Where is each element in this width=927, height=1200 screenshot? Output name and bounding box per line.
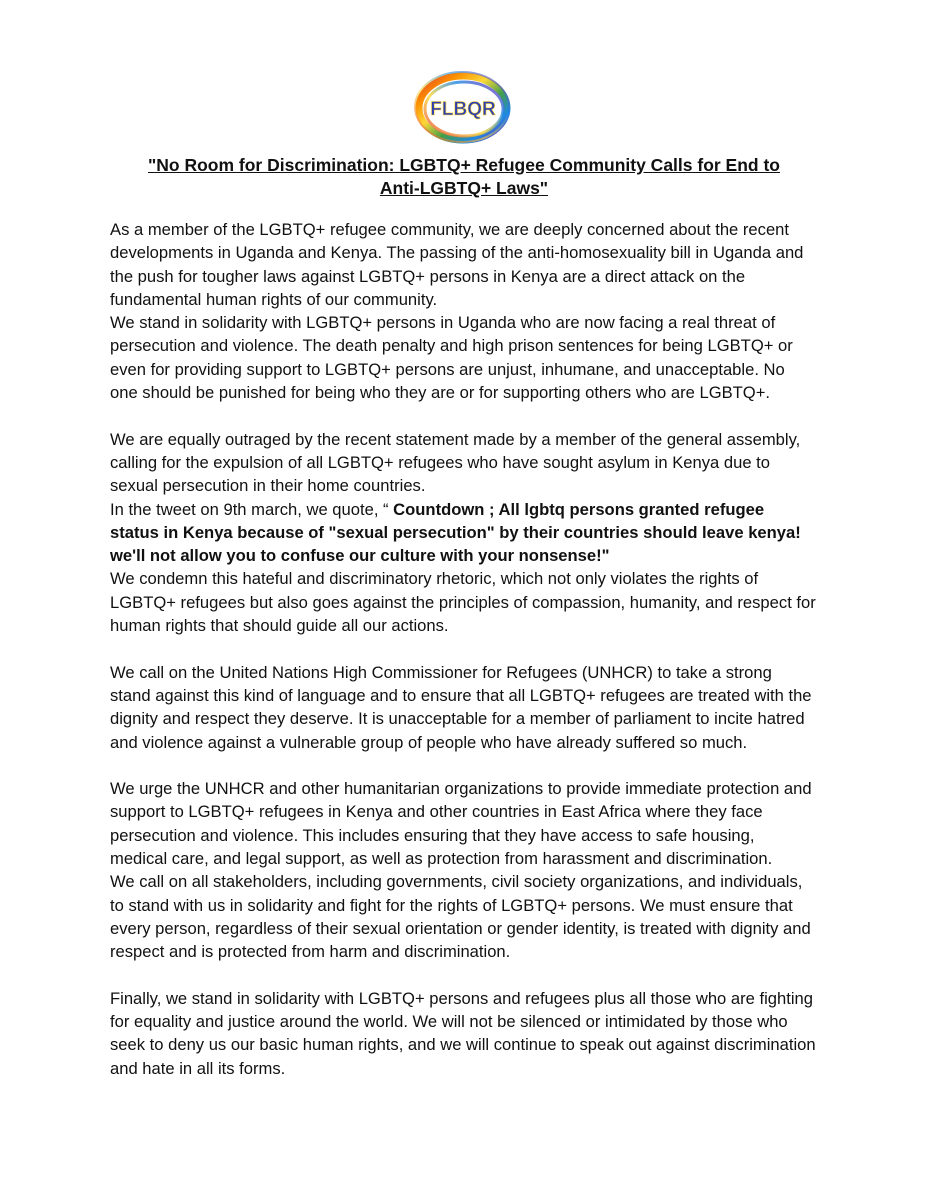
paragraph-closing	[110, 987, 830, 1080]
text-line: stand against this kind of language and to ensure that all LGBTQ+ refugees are treated with the	[110, 685, 812, 705]
paragraph-tweet-quote	[110, 498, 830, 568]
text-line: We are equally outraged by the recent statement made by a member of the general assembly,	[110, 429, 801, 449]
text-line: even for providing support to LGBTQ+ persons are unjust, inhumane, and unacceptable. No	[110, 359, 785, 379]
text-line: We stand in solidarity with LGBTQ+ persons in Uganda who are now facing a real threat of	[110, 313, 776, 333]
paragraph-stakeholders	[110, 870, 830, 963]
logo-text: FLBQR	[430, 99, 496, 120]
text-line: persecution and violence. This includes ensuring that they have access to safe housing,	[110, 825, 755, 845]
text-line: developments in Uganda and Kenya. The passing of the anti-homosexuality bill in Uganda and	[110, 243, 804, 263]
page-title	[110, 154, 818, 200]
paragraph-outrage	[110, 428, 830, 498]
title-line-1: "No Room for Discrimination: LGBTQ+ Refugee Community Calls for End to	[147, 155, 780, 175]
paragraph-gap	[110, 404, 830, 427]
quote-line-2: status in Kenya because of "sexual persecution" by their countries should leave kenya!	[110, 522, 801, 542]
text-line: We condemn this hateful and discriminatory rhetoric, which not only violates the rights of	[110, 569, 759, 589]
text-line: LGBTQ+ refugees but also goes against the principles of compassion, humanity, and respect for	[110, 592, 816, 612]
text-line: for equality and justice around the world. We will not be silenced or intimidated by those who	[110, 1012, 788, 1032]
text-line: persecution and violence. The death penalty and high prison sentences for being LGBTQ+ or	[110, 336, 793, 356]
text-line: seek to deny us our basic human rights, and we will continue to speak out against discrimination	[110, 1035, 816, 1055]
paragraph-urge-protection	[110, 777, 830, 870]
text-line: the push for tougher laws against LGBTQ+ persons in Kenya are a direct attack on the	[110, 266, 746, 286]
text-line: calling for the expulsion of all LGBTQ+ refugees who have sought asylum in Kenya due to	[110, 452, 770, 472]
quote-intro: In the tweet on 9th march, we quote, “	[110, 499, 394, 519]
text-line: dignity and respect they deserve. It is unacceptable for a member of parliament to incite hatred	[110, 709, 805, 729]
text-line: medical care, and legal support, as well as protection from harassment and discrimination.	[110, 849, 773, 869]
quote-line-1	[110, 498, 830, 521]
flbqr-logo	[411, 68, 516, 148]
text-line: every person, regardless of their sexual orientation or gender identity, is treated with dignity and	[110, 918, 811, 938]
quote-text: Countdown ; All lgbtq persons granted refugee	[393, 499, 765, 519]
text-line: As a member of the LGBTQ+ refugee community, we are deeply concerned about the recent	[110, 220, 790, 239]
text-line: sexual persecution in their home countries.	[110, 476, 426, 496]
text-line: human rights that should guide all our actions.	[110, 616, 449, 636]
text-line: one should be punished for being who they are or for supporting others who are LGBTQ+.	[110, 383, 771, 403]
title-line-2: Anti-LGBTQ+ Laws"	[379, 178, 549, 198]
paragraph-gap	[110, 964, 830, 987]
text-line: We urge the UNHCR and other humanitarian organizations to provide immediate protection and	[110, 779, 812, 799]
text-line: We call on all stakeholders, including governments, civil society organizations, and individuals,	[110, 872, 803, 892]
text-line: support to LGBTQ+ refugees in Kenya and other countries in East Africa where they face	[110, 802, 763, 822]
text-line: respect and is protected from harm and discrimination.	[110, 942, 511, 962]
quote-line-3: we'll not allow you to confuse our culture with your nonsense!"	[110, 546, 610, 566]
text-line: and violence against a vulnerable group of people who have already suffered so much.	[110, 732, 748, 752]
text-line: Finally, we stand in solidarity with LGBTQ+ persons and refugees plus all those who are fighting	[110, 988, 813, 1008]
paragraph-gap	[110, 637, 830, 660]
text-line: We call on the United Nations High Commissioner for Refugees (UNHCR) to take a strong	[110, 662, 772, 682]
paragraph-unhcr-call	[110, 661, 830, 754]
paragraph-condemn	[110, 567, 830, 637]
rainbow-ring-logo-icon	[411, 68, 516, 148]
paragraph-intro	[110, 218, 830, 311]
paragraph-gap	[110, 754, 830, 777]
text-line: to stand with us in solidarity and fight for the rights of LGBTQ+ persons. We must ensure that	[110, 895, 793, 915]
paragraph-uganda-solidarity	[110, 311, 830, 404]
text-line: fundamental human rights of our community.	[110, 289, 438, 309]
statement-body	[110, 218, 830, 1080]
text-line: and hate in all its forms.	[110, 1058, 286, 1078]
